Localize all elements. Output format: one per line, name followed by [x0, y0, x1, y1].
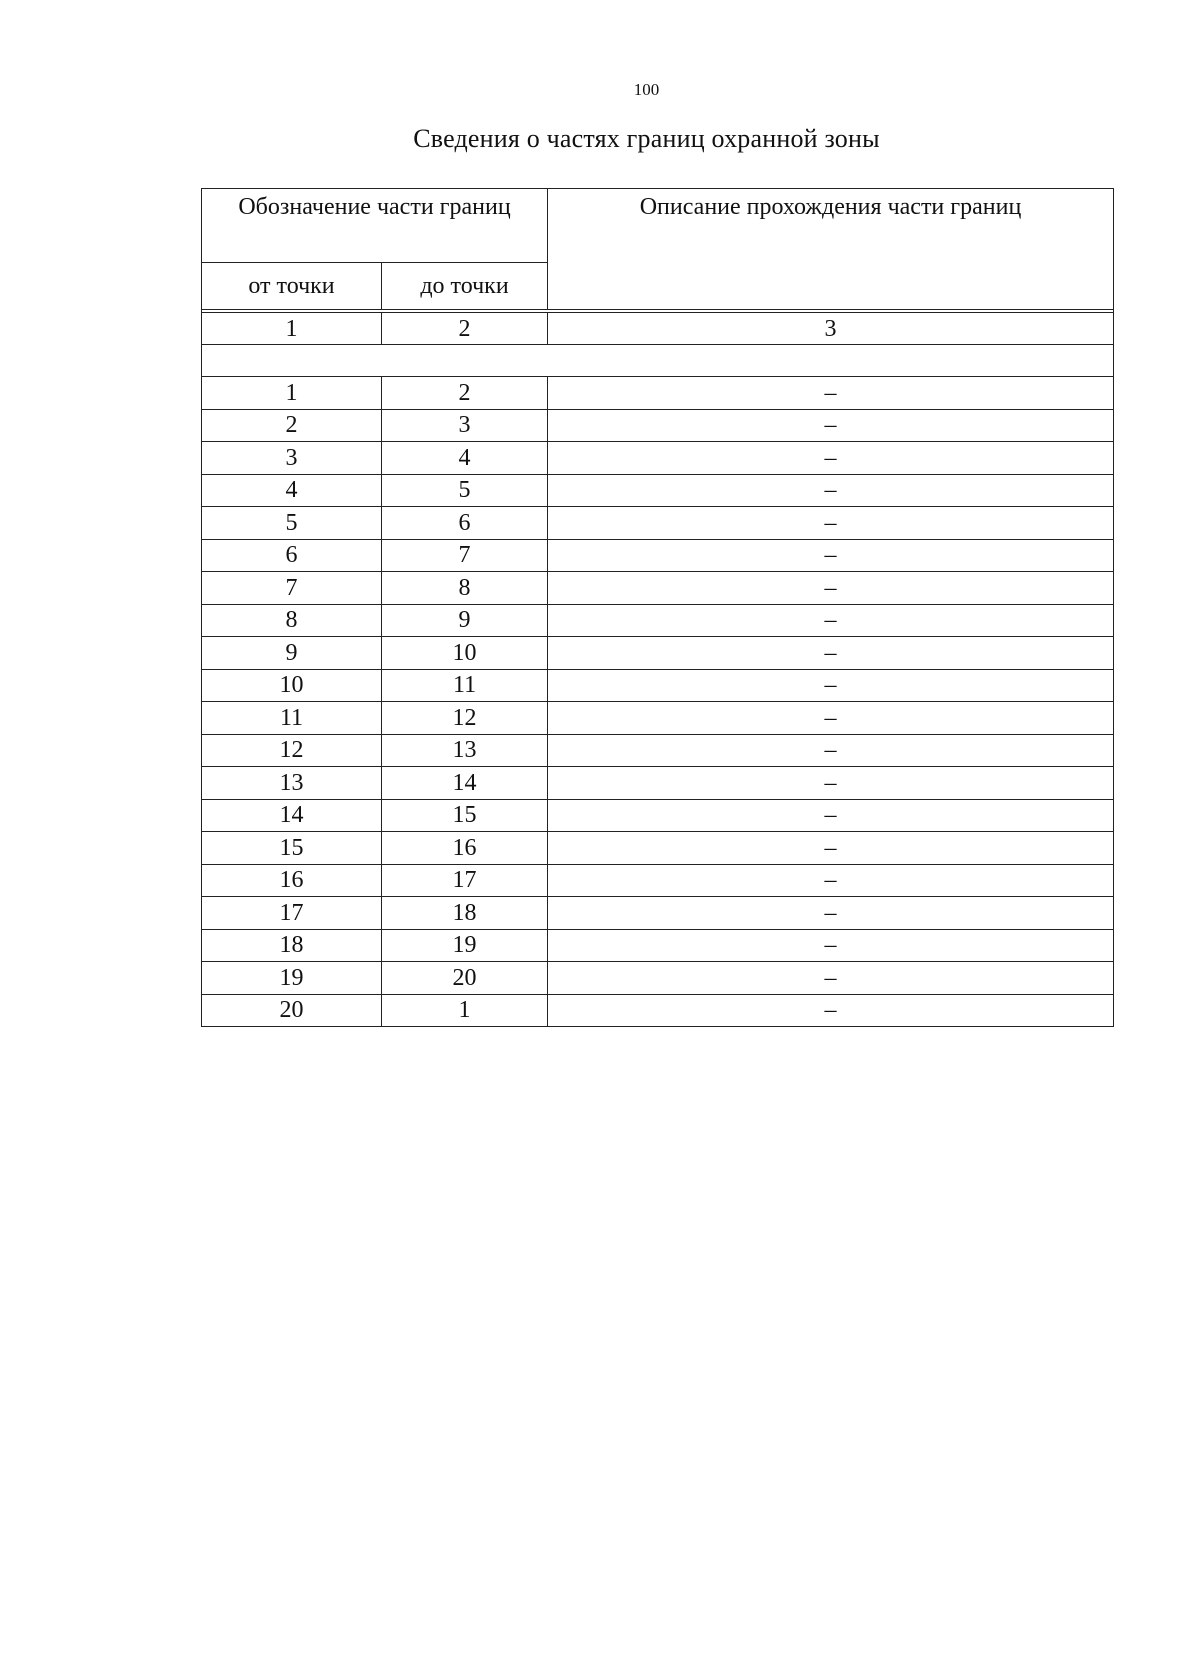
- to-point-cell: 15: [382, 799, 548, 832]
- table-header-row: [202, 189, 1114, 263]
- description-cell: –: [548, 474, 1114, 507]
- from-point-cell: 17: [202, 897, 382, 930]
- table-row: [202, 474, 1114, 507]
- to-point-cell: 7: [382, 539, 548, 572]
- table-row: [202, 994, 1114, 1027]
- table-row: [202, 702, 1114, 735]
- table-row: [202, 637, 1114, 670]
- description-cell: –: [548, 669, 1114, 702]
- table-row: [202, 604, 1114, 637]
- from-point-cell: 14: [202, 799, 382, 832]
- to-point-cell: 8: [382, 572, 548, 605]
- from-point-cell: 10: [202, 669, 382, 702]
- column-number: 3: [548, 313, 1114, 345]
- column-number: 1: [202, 313, 382, 345]
- description-cell: –: [548, 897, 1114, 930]
- to-point-cell: 9: [382, 604, 548, 637]
- description-cell: –: [548, 962, 1114, 995]
- to-point-cell: 3: [382, 409, 548, 442]
- description-cell: –: [548, 864, 1114, 897]
- table-row: [202, 669, 1114, 702]
- page-title: Сведения о частях границ охранной зоны: [413, 124, 880, 153]
- from-point-cell: 12: [202, 734, 382, 767]
- from-point-cell: 7: [202, 572, 382, 605]
- to-point-cell: 1: [382, 994, 548, 1027]
- from-point-cell: 13: [202, 767, 382, 800]
- to-point-cell: 19: [382, 929, 548, 962]
- to-point-cell: 12: [382, 702, 548, 735]
- header-from-point: от точки: [202, 263, 382, 310]
- table-row: [202, 539, 1114, 572]
- description-cell: –: [548, 539, 1114, 572]
- description-cell: –: [548, 929, 1114, 962]
- to-point-cell: 20: [382, 962, 548, 995]
- to-point-cell: 11: [382, 669, 548, 702]
- table-row: [202, 442, 1114, 475]
- description-cell: –: [548, 767, 1114, 800]
- from-point-cell: 4: [202, 474, 382, 507]
- from-point-cell: 8: [202, 604, 382, 637]
- from-point-cell: 18: [202, 929, 382, 962]
- description-cell: –: [548, 734, 1114, 767]
- table-row: [202, 734, 1114, 767]
- from-point-cell: 11: [202, 702, 382, 735]
- from-point-cell: 5: [202, 507, 382, 540]
- table-row: [202, 377, 1114, 410]
- from-point-cell: 3: [202, 442, 382, 475]
- table-row: [202, 409, 1114, 442]
- description-cell: –: [548, 442, 1114, 475]
- table-row: [202, 799, 1114, 832]
- column-number: 2: [382, 313, 548, 345]
- to-point-cell: 16: [382, 832, 548, 865]
- description-cell: –: [548, 637, 1114, 670]
- description-cell: –: [548, 377, 1114, 410]
- description-cell: –: [548, 604, 1114, 637]
- table-row: [202, 572, 1114, 605]
- to-point-cell: 6: [382, 507, 548, 540]
- from-point-cell: 15: [202, 832, 382, 865]
- section-row: [202, 345, 1114, 377]
- column-number-row: [202, 313, 1114, 345]
- to-point-cell: 18: [382, 897, 548, 930]
- boundary-parts-table: [201, 188, 1114, 1027]
- header-to-point: до точки: [382, 263, 548, 310]
- from-point-cell: 19: [202, 962, 382, 995]
- to-point-cell: 10: [382, 637, 548, 670]
- table-row: [202, 962, 1114, 995]
- table-row: [202, 767, 1114, 800]
- to-point-cell: 13: [382, 734, 548, 767]
- description-cell: –: [548, 409, 1114, 442]
- from-point-cell: 1: [202, 377, 382, 410]
- description-cell: –: [548, 994, 1114, 1027]
- table-row: [202, 929, 1114, 962]
- description-cell: –: [548, 832, 1114, 865]
- table-body: [202, 310, 1114, 1027]
- header-designation: Обозначение части границ: [202, 189, 548, 263]
- description-cell: –: [548, 799, 1114, 832]
- header-description: Описание прохождения части границ: [548, 189, 1114, 310]
- table-row: [202, 897, 1114, 930]
- to-point-cell: 4: [382, 442, 548, 475]
- from-point-cell: 16: [202, 864, 382, 897]
- to-point-cell: 2: [382, 377, 548, 410]
- section-label: [202, 345, 1114, 377]
- from-point-cell: 6: [202, 539, 382, 572]
- description-cell: –: [548, 702, 1114, 735]
- to-point-cell: 17: [382, 864, 548, 897]
- table-row: [202, 507, 1114, 540]
- to-point-cell: 14: [382, 767, 548, 800]
- description-cell: –: [548, 572, 1114, 605]
- page-number: 100: [633, 80, 660, 99]
- from-point-cell: 9: [202, 637, 382, 670]
- to-point-cell: 5: [382, 474, 548, 507]
- from-point-cell: 2: [202, 409, 382, 442]
- description-cell: –: [548, 507, 1114, 540]
- table-row: [202, 832, 1114, 865]
- table-row: [202, 864, 1114, 897]
- from-point-cell: 20: [202, 994, 382, 1027]
